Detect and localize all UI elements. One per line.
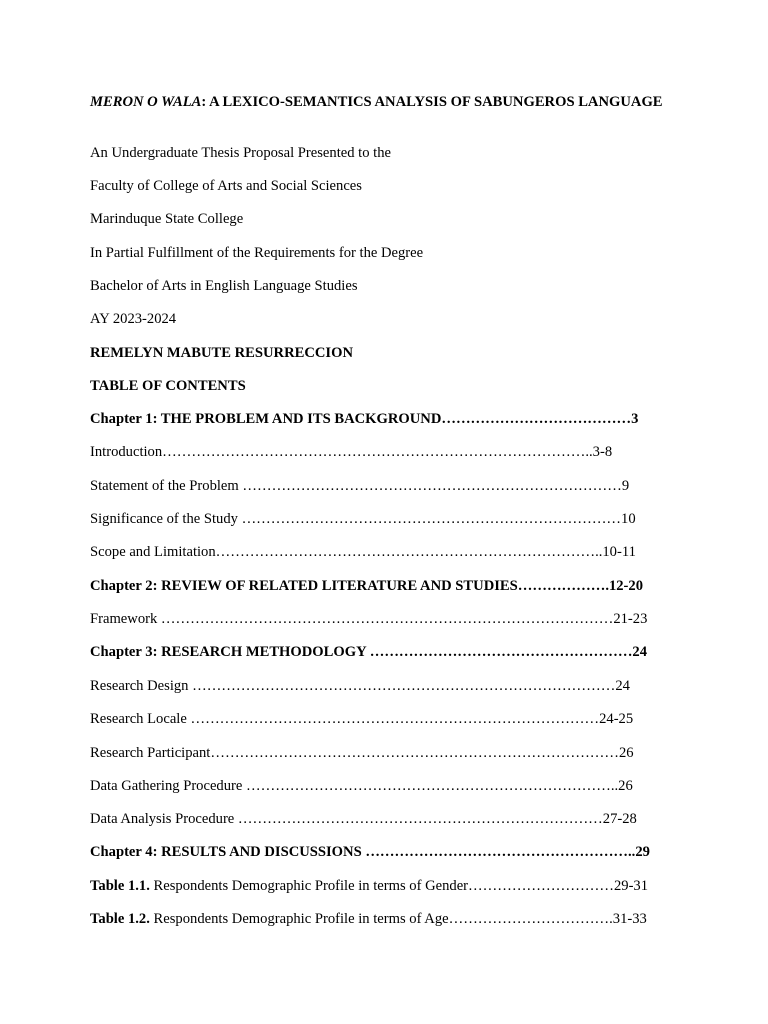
toc-entry: Data Analysis Procedure …………………………………………………………………27-28: [90, 811, 637, 827]
toc-entry: Framework …………………………………………………………………………………21-23: [90, 611, 648, 627]
thesis-title-italic: MERON O WALA: [90, 94, 202, 110]
toc-heading: TABLE OF CONTENTS: [90, 378, 246, 394]
table-entry-text: Respondents Demographic Profile in terms of Gender…………………………29-31: [149, 878, 649, 894]
table-label: Table 1.1.: [90, 878, 150, 894]
thesis-title-rest: : A LEXICO-SEMANTICS ANALYSIS OF SABUNGEROS LANGUAGE: [201, 94, 663, 110]
toc-entry: Significance of the Study ……………………………………………………………………10: [90, 511, 636, 527]
toc-entry: Introduction……………………………………………………………………………..3-8: [90, 444, 613, 460]
toc-entry: Chapter 3: RESEARCH METHODOLOGY ………………………………………………24: [90, 644, 648, 660]
toc-entry: Chapter 1: THE PROBLEM AND ITS BACKGROUND…………………………………3: [90, 411, 639, 427]
toc-entry: Research Design ……………………………………………………………………………24: [90, 678, 630, 694]
toc-entry: [90, 911, 647, 928]
table-entry-text: Respondents Demographic Profile in terms of Age…………………………….31-33: [149, 911, 647, 927]
table-label: Table 1.2.: [90, 911, 150, 927]
front-matter-line: In Partial Fulfillment of the Requirements for the Degree: [90, 245, 424, 261]
toc-entry: [90, 878, 648, 895]
toc-entry: Statement of the Problem ……………………………………………………………………9: [90, 478, 630, 494]
document-page: [90, 94, 690, 927]
front-matter-line: Bachelor of Arts in English Language Studies: [90, 278, 358, 294]
toc-entry: Chapter 4: RESULTS AND DISCUSSIONS ………………………………………………..29: [90, 844, 650, 860]
front-matter-line: Marinduque State College: [90, 211, 244, 227]
toc-entry: Data Gathering Procedure …………………………………………………………………..26: [90, 778, 633, 794]
thesis-title: [90, 94, 690, 111]
toc-entry: Research Participant…………………………………………………………………………26: [90, 745, 634, 761]
author-name: REMELYN MABUTE RESURRECCION: [90, 345, 353, 361]
front-matter-line: AY 2023-2024: [90, 311, 177, 327]
toc-entry: Chapter 2: REVIEW OF RELATED LITERATURE AND STUDIES……………….12-20: [90, 578, 644, 594]
toc-entry: Research Locale …………………………………………………………………………24-25: [90, 711, 634, 727]
front-matter-line: Faculty of College of Arts and Social Sciences: [90, 178, 362, 194]
toc-entry: Scope and Limitation……………………………………………………………………..10-11: [90, 544, 636, 560]
front-matter-line: An Undergraduate Thesis Proposal Presented to the: [90, 145, 392, 161]
